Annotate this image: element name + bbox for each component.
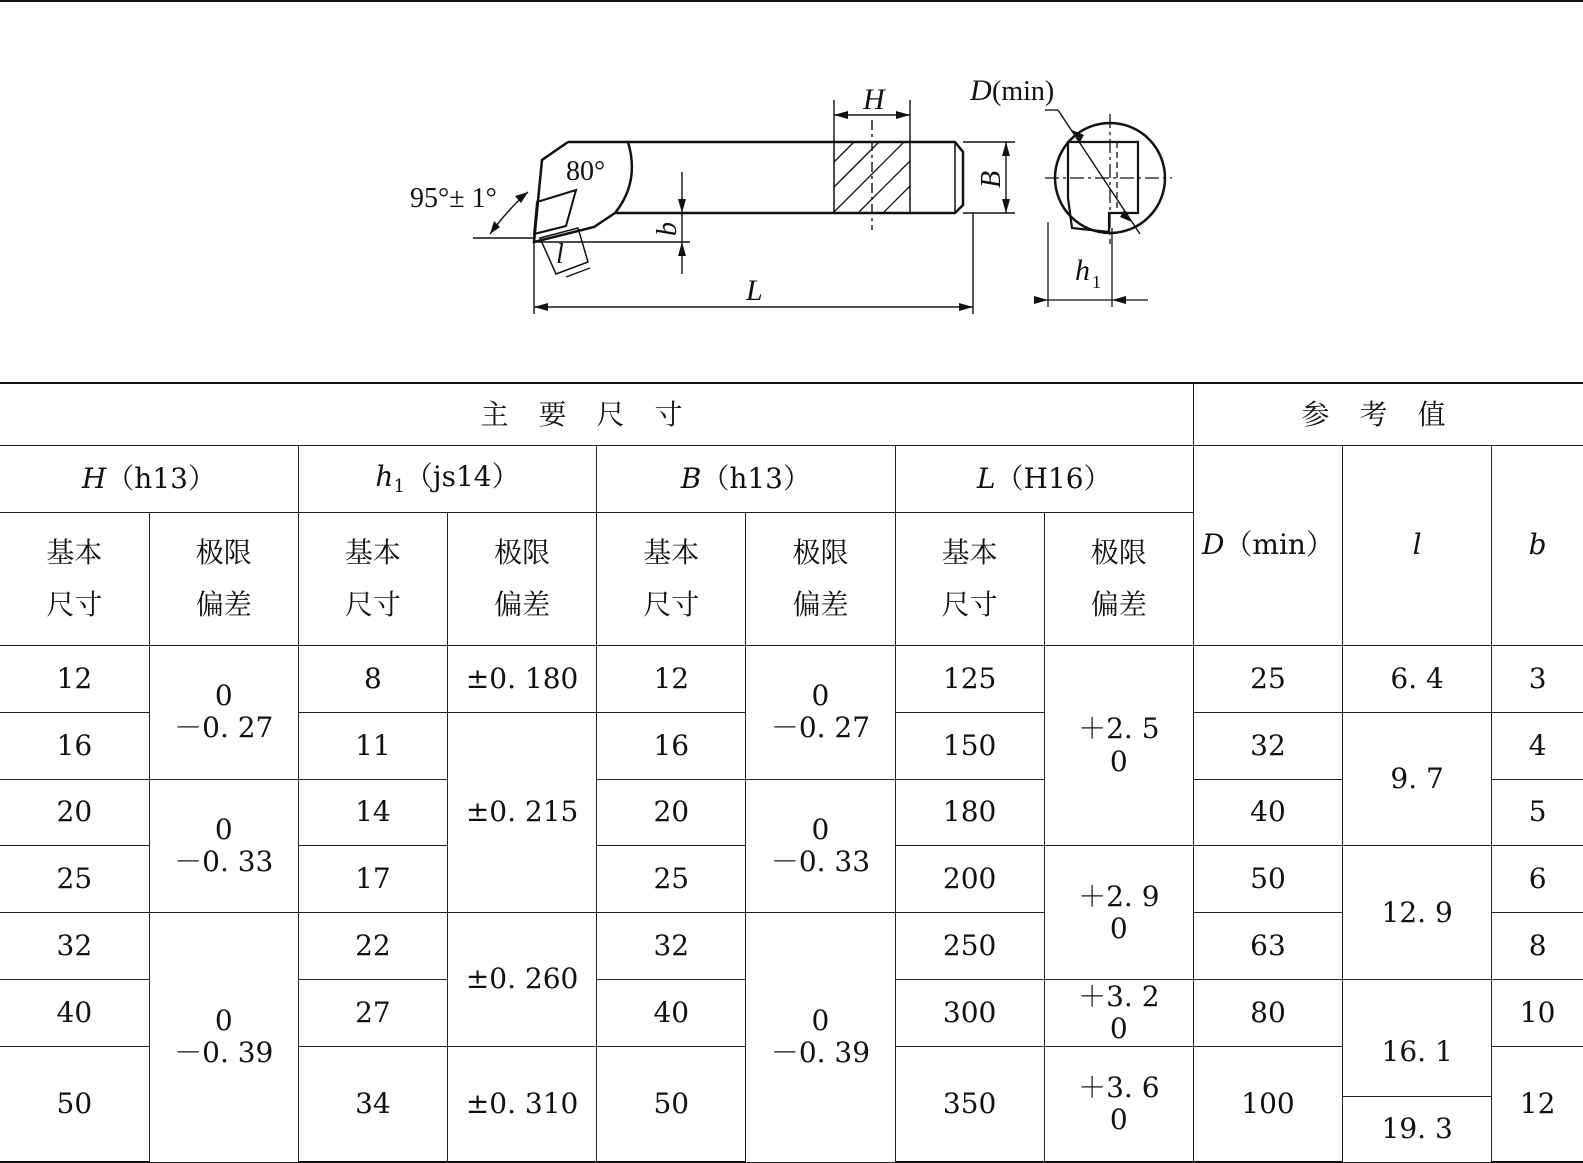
header-L: L（H16）	[895, 446, 1193, 513]
cell-h1: 27	[298, 980, 447, 1047]
cell-B: 20	[597, 779, 746, 846]
cell-L: 300	[895, 980, 1044, 1047]
header-H: H（h13）	[0, 446, 298, 513]
cell-H: 50	[0, 1046, 149, 1162]
cell-b: 12	[1492, 1046, 1583, 1162]
cell-b: 10	[1492, 980, 1583, 1047]
cell-l-split	[1343, 980, 1492, 1162]
cell-L: 180	[895, 779, 1044, 846]
cell-L-dev: ＋3. 2 0	[1044, 980, 1193, 1047]
cell-b: 5	[1492, 779, 1583, 846]
header-limit: 极限 偏差	[746, 513, 895, 646]
tool-drawing	[0, 2, 1583, 377]
cell-B: 16	[597, 712, 746, 779]
cell-H: 32	[0, 913, 149, 980]
header-h1: $h_1(js14)$	[298, 446, 596, 513]
cell-H: 25	[0, 846, 149, 913]
label-h1: h	[1075, 254, 1090, 287]
label-b: b	[652, 222, 683, 236]
cell-h1-dev: ±0. 215	[448, 712, 597, 913]
cell-H-dev: 0 －0. 39	[149, 913, 298, 1162]
label-D-suffix: (min)	[992, 76, 1055, 107]
table-row	[0, 645, 1583, 712]
cell-h1-dev: ±0. 180	[448, 645, 597, 712]
cell-h1-dev: ±0. 310	[448, 1046, 597, 1162]
header-basic: 基本 尺寸	[0, 513, 149, 646]
cell-l: 6. 4	[1343, 645, 1492, 712]
cell-B: 32	[597, 913, 746, 980]
label-B: B	[976, 170, 1007, 188]
cell-H: 16	[0, 712, 149, 779]
label-angle80: 80°	[566, 156, 606, 187]
cell-h1: 8	[298, 645, 447, 712]
label-l: l	[556, 239, 564, 270]
header-basic: 基本 尺寸	[597, 513, 746, 646]
cell-D: 100	[1193, 1046, 1342, 1162]
cell-l: 16. 1	[1381, 1034, 1453, 1068]
cell-h1: 17	[298, 846, 447, 913]
cell-H: 40	[0, 980, 149, 1047]
cell-H-dev: 0 －0. 33	[149, 779, 298, 913]
cell-D: 63	[1193, 913, 1342, 980]
cell-L: 125	[895, 645, 1044, 712]
cell-b: 3	[1492, 645, 1583, 712]
label-H: H	[863, 83, 885, 116]
end-view	[1035, 110, 1172, 307]
dimension-lines	[473, 100, 1015, 314]
cell-B-dev: 0 －0. 33	[746, 779, 895, 913]
group-main-header: 主要尺寸	[0, 383, 1193, 446]
header-limit: 极限 偏差	[448, 513, 597, 646]
header-D-min: D（min）	[1193, 446, 1342, 646]
cell-H: 12	[0, 645, 149, 712]
label-angle95: 95°± 1°	[410, 183, 497, 214]
cell-l: 9. 7	[1343, 712, 1492, 846]
header-limit: 极限 偏差	[1044, 513, 1193, 646]
header-basic: 基本 尺寸	[895, 513, 1044, 646]
cell-D: 50	[1193, 846, 1342, 913]
group-ref-header: 参考值	[1193, 383, 1583, 446]
label-D: D	[970, 74, 992, 107]
header-l: l	[1343, 446, 1492, 646]
cell-L-dev: ＋3. 6 0	[1044, 1046, 1193, 1162]
cell-D: 80	[1193, 980, 1342, 1047]
cell-L: 350	[895, 1046, 1044, 1162]
cell-B: 25	[597, 846, 746, 913]
cell-D: 25	[1193, 645, 1342, 712]
cell-B: 40	[597, 980, 746, 1047]
cell-h1: 22	[298, 913, 447, 980]
cell-L-dev: ＋2. 5 0	[1044, 645, 1193, 846]
cell-b: 6	[1492, 846, 1583, 913]
header-basic: 基本 尺寸	[298, 513, 447, 646]
cell-b: 8	[1492, 913, 1583, 980]
cell-B: 50	[597, 1046, 746, 1162]
cell-L: 200	[895, 846, 1044, 913]
cell-L: 250	[895, 913, 1044, 980]
cell-h1: 14	[298, 779, 447, 846]
cell-l: 12. 9	[1343, 846, 1492, 980]
cell-D: 32	[1193, 712, 1342, 779]
cell-H-dev: 0 －0. 27	[149, 645, 298, 779]
label-h1-sub: 1	[1092, 272, 1101, 292]
cell-H: 20	[0, 779, 149, 846]
cell-B: 12	[597, 645, 746, 712]
cell-l: 19. 3	[1343, 1097, 1491, 1162]
cell-B-dev: 0 －0. 27	[746, 645, 895, 779]
cell-L: 150	[895, 712, 1044, 779]
cell-h1-dev: ±0. 260	[448, 913, 597, 1047]
cell-b: 4	[1492, 712, 1583, 779]
cell-h1: 11	[298, 712, 447, 779]
dimension-table	[0, 382, 1583, 1163]
cell-D: 40	[1193, 779, 1342, 846]
header-B: B（h13）	[597, 446, 895, 513]
cell-L-dev: ＋2. 9 0	[1044, 846, 1193, 980]
cell-h1: 34	[298, 1046, 447, 1162]
label-L: L	[746, 274, 763, 307]
header-b: b	[1492, 446, 1583, 646]
cell-B-dev: 0 －0. 39	[746, 913, 895, 1162]
header-limit: 极限 偏差	[149, 513, 298, 646]
